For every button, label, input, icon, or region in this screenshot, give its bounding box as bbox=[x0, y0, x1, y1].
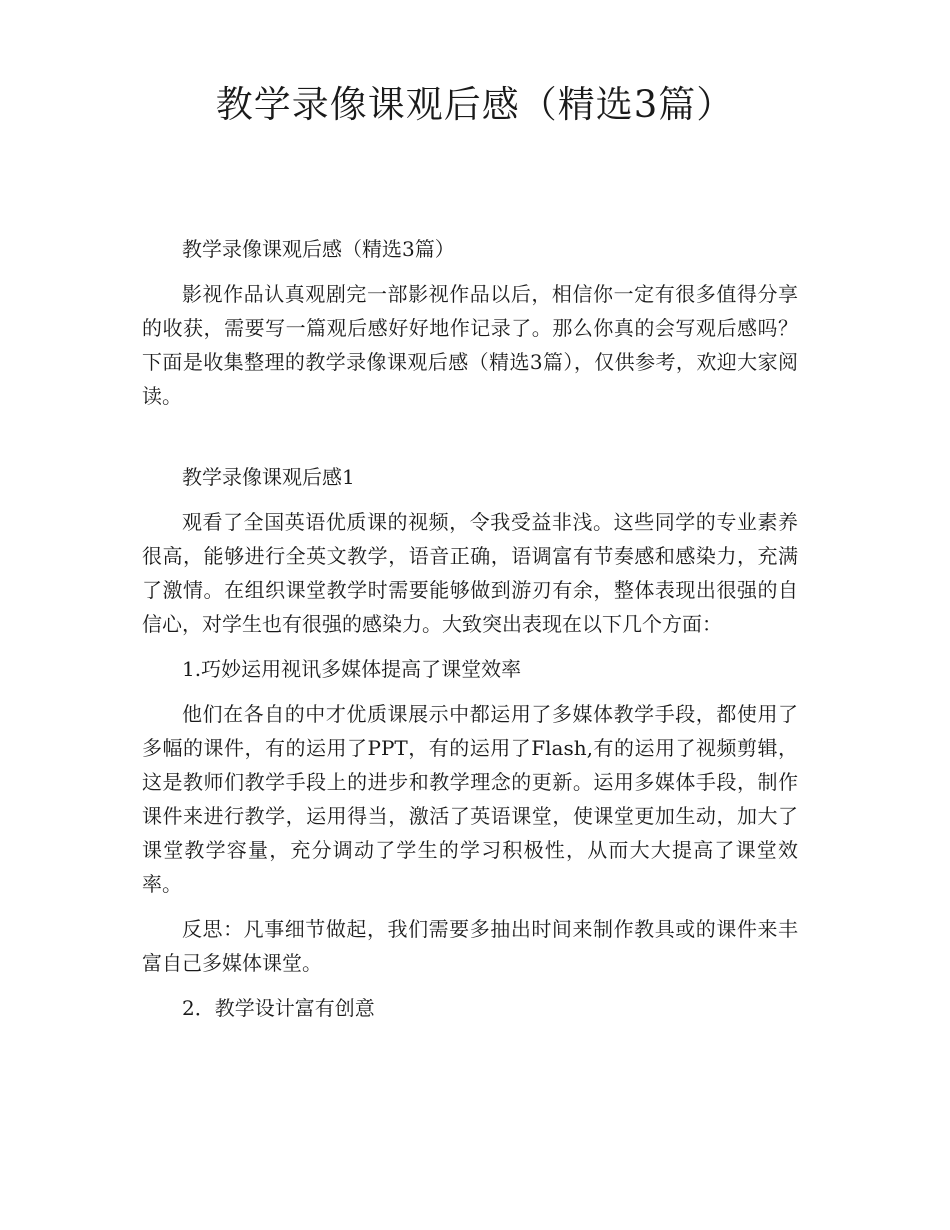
point-heading-1: 1.巧妙运用视讯多媒体提高了课堂效率 bbox=[182, 657, 522, 681]
point-1-paragraph: 他们在各自的中才优质课展示中都运用了多媒体教学手段，都使用了多幅的课件，有的运用了PPT，有的运用了Flash,有的运用了视频剪辑，这是教师们教学手段上的进步和教学理念的更新。运用多媒体手段，制作课件来进行教学，运用得当，激活了英语课堂，使课堂更加生动，加大了课堂教学容量，充分调动了学生的学习积极性，从而大大提高了课堂效率。 bbox=[142, 702, 798, 896]
reflection-paragraph: 反思：凡事细节做起，我们需要多抽出时间来制作教具或的课件来丰富自己多媒体课堂。 bbox=[142, 917, 798, 975]
point-heading-2: 2．教学设计富有创意 bbox=[182, 996, 375, 1020]
section-1-paragraph: 观看了全国英语优质课的视频，令我受益非浅。这些同学的专业素养很高，能够进行全英文教学，语音正确，语调富有节奏感和感染力，充满了激情。在组织课堂教学时需要能够做到游刃有余，整体表现出很强的自信心，对学生也有很强的感染力。大致突出表现在以下几个方面： bbox=[142, 510, 798, 636]
document-body bbox=[142, 232, 798, 1025]
intro-paragraph: 影视作品认真观剧完一部影视作品以后，相信你一定有很多值得分享的收获，需要写一篇观后感好好地作记录了。那么你真的会写观后感吗？下面是收集整理的教学录像课观后感（精选3篇），仅供参考，欢迎大家阅读。 bbox=[142, 282, 798, 408]
document-title: 教学录像课观后感（精选3篇） bbox=[215, 83, 735, 126]
section-heading-1: 教学录像课观后感1 bbox=[182, 465, 355, 489]
intro-heading: 教学录像课观后感（精选3篇） bbox=[182, 237, 455, 261]
